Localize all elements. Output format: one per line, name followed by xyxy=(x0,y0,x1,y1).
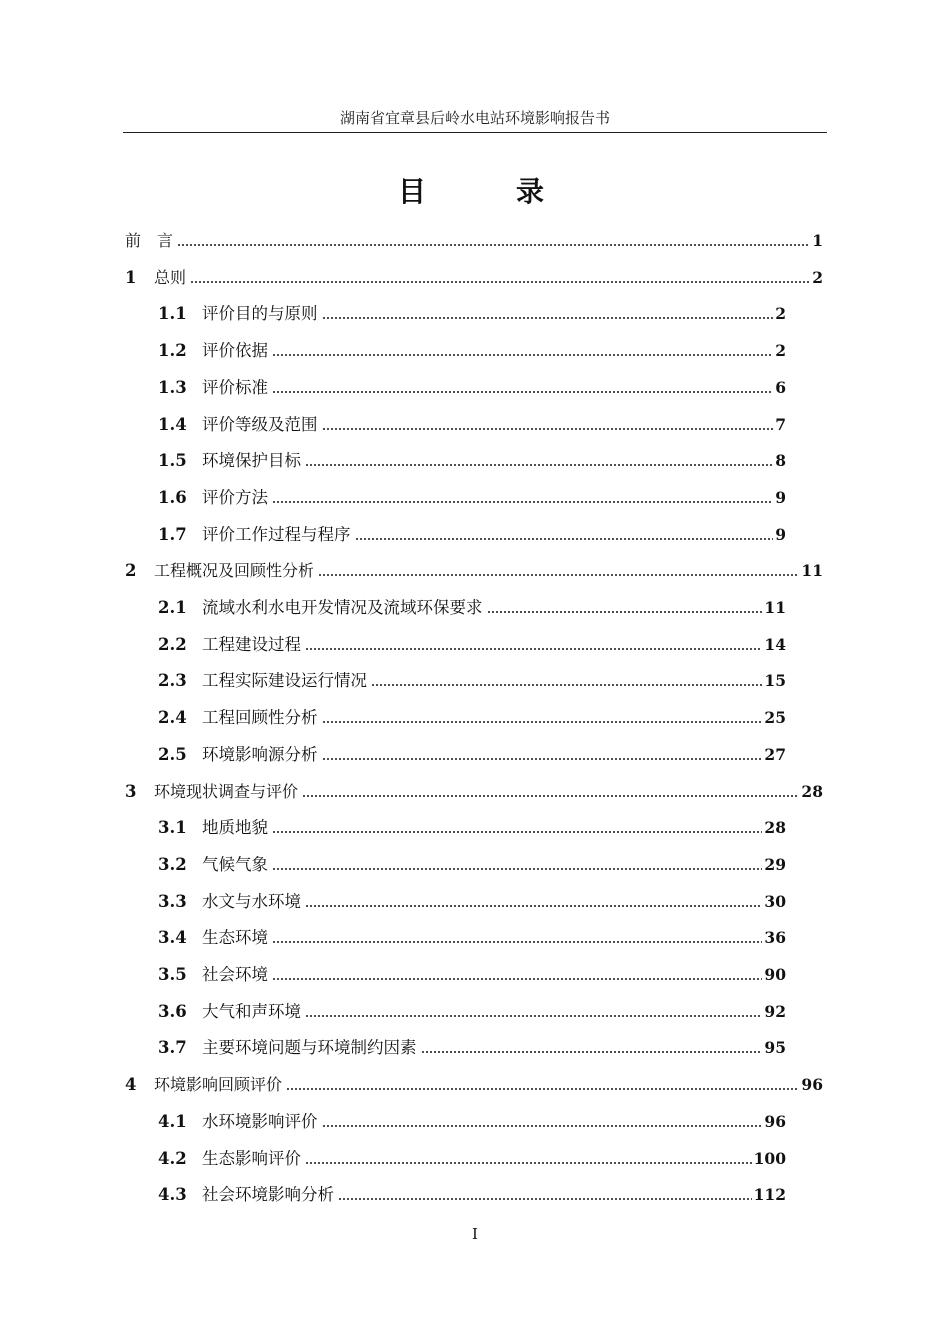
toc-number: 3 xyxy=(125,782,137,801)
toc-page-number: 7 xyxy=(775,415,786,434)
toc-subentry[interactable] xyxy=(158,597,786,619)
toc-number: 4.1 xyxy=(158,1112,187,1131)
toc-page-number: 2 xyxy=(775,341,786,360)
toc-entry[interactable] xyxy=(125,1074,823,1096)
toc-leader-dots xyxy=(322,721,763,723)
toc-number: 4.2 xyxy=(158,1149,187,1168)
toc-label: 工程实际建设运行情况 xyxy=(202,671,367,690)
toc-label: 生态环境 xyxy=(202,928,268,947)
toc-subentry[interactable] xyxy=(158,1148,786,1170)
toc-leader-dots xyxy=(272,501,773,503)
toc-leader-dots xyxy=(338,1198,752,1200)
toc-number: 3.1 xyxy=(158,818,187,837)
toc-subentry[interactable] xyxy=(158,707,786,729)
toc-number: 1.3 xyxy=(158,378,187,397)
toc-subentry[interactable] xyxy=(158,450,786,472)
toc-number: 3.4 xyxy=(158,928,187,947)
toc-leader-dots xyxy=(305,648,762,650)
toc-leader-dots xyxy=(177,244,810,246)
toc-number: 3.6 xyxy=(158,1002,187,1021)
toc-label: 社会环境影响分析 xyxy=(202,1185,334,1204)
toc-leader-dots xyxy=(318,574,799,576)
toc-page-number: 11 xyxy=(801,561,823,580)
toc-subentry[interactable] xyxy=(158,1037,786,1059)
toc-leader-dots xyxy=(272,354,773,356)
toc-subentry[interactable] xyxy=(158,670,786,692)
toc-number: 1.4 xyxy=(158,415,187,434)
toc-page-number: 29 xyxy=(764,855,786,874)
toc-label: 社会环境 xyxy=(202,965,268,984)
toc-leader-dots xyxy=(487,611,763,613)
toc-label: 评价等级及范围 xyxy=(202,415,318,434)
toc-label: 生态影响评价 xyxy=(202,1149,301,1168)
toc-subentry[interactable] xyxy=(158,854,786,876)
toc-page-number: 2 xyxy=(812,268,823,287)
toc-subentry[interactable] xyxy=(158,927,786,949)
toc-label: 评价标准 xyxy=(202,378,268,397)
toc-number: 2.1 xyxy=(158,598,187,617)
toc-number: 3.2 xyxy=(158,855,187,874)
toc-subentry[interactable] xyxy=(158,1184,786,1206)
toc-label: 主要环境问题与环境制约因素 xyxy=(202,1038,417,1057)
toc-page-number: 28 xyxy=(801,782,823,801)
toc-number: 3.5 xyxy=(158,965,187,984)
toc-page-number: 100 xyxy=(753,1149,786,1168)
toc-page-number: 30 xyxy=(764,892,786,911)
toc-leader-dots xyxy=(305,1015,762,1017)
toc-page-number: 28 xyxy=(764,818,786,837)
page-title-char-1: 目 xyxy=(398,175,427,208)
toc-leader-dots xyxy=(272,831,762,833)
toc-label: 工程建设过程 xyxy=(202,635,301,654)
toc-entry[interactable] xyxy=(125,781,823,803)
toc-page-number: 11 xyxy=(764,598,786,617)
toc-label: 评价方法 xyxy=(202,488,268,507)
toc-subentry[interactable] xyxy=(158,524,786,546)
toc-number: 2.5 xyxy=(158,745,187,764)
toc-subentry[interactable] xyxy=(158,1001,786,1023)
toc-number: 1 xyxy=(125,268,137,287)
toc-page-number: 15 xyxy=(764,671,786,690)
toc-label: 流域水利水电开发情况及流域环保要求 xyxy=(202,598,483,617)
toc-subentry[interactable] xyxy=(158,340,786,362)
toc-label: 水文与水环境 xyxy=(202,892,301,911)
toc-leader-dots xyxy=(305,1162,752,1164)
toc-label: 评价依据 xyxy=(202,341,268,360)
toc-leader-dots xyxy=(305,905,762,907)
toc-label: 大气和声环境 xyxy=(202,1002,301,1021)
toc-leader-dots xyxy=(371,684,762,686)
toc-number: 2 xyxy=(125,561,137,580)
toc-subentry[interactable] xyxy=(158,964,786,986)
toc-label: 工程概况及回顾性分析 xyxy=(154,561,315,580)
toc-page-number: 96 xyxy=(764,1112,786,1131)
toc-page-number: 95 xyxy=(764,1038,786,1057)
toc-leader-dots xyxy=(305,464,773,466)
toc-page-number: 90 xyxy=(764,965,786,984)
page-number: I xyxy=(472,1225,478,1243)
toc-subentry[interactable] xyxy=(158,744,786,766)
toc-label: 环境影响回顾评价 xyxy=(154,1075,283,1094)
toc-number: 1.7 xyxy=(158,525,187,544)
toc-page-number: 25 xyxy=(764,708,786,727)
toc-subentry[interactable] xyxy=(158,817,786,839)
toc-number: 2.3 xyxy=(158,671,187,690)
toc-number: 4 xyxy=(125,1075,137,1094)
toc-number: 1.6 xyxy=(158,488,187,507)
toc-leader-dots xyxy=(272,391,773,393)
toc-label: 水环境影响评价 xyxy=(202,1112,318,1131)
toc-subentry[interactable] xyxy=(158,487,786,509)
toc-label: 地质地貌 xyxy=(202,818,268,837)
page-title-char-2: 录 xyxy=(516,175,545,208)
toc-label: 气候气象 xyxy=(202,855,268,874)
toc-number: 1.5 xyxy=(158,451,187,470)
toc-label: 前 言 xyxy=(125,231,174,250)
toc-label: 环境影响源分析 xyxy=(202,745,318,764)
toc-number: 1.1 xyxy=(158,304,187,323)
toc-number: 3.7 xyxy=(158,1038,187,1057)
toc-label: 工程回顾性分析 xyxy=(202,708,318,727)
toc-leader-dots xyxy=(286,1088,799,1090)
toc-subentry[interactable] xyxy=(158,303,786,325)
toc-label: 总则 xyxy=(154,268,187,287)
toc-page-number: 92 xyxy=(764,1002,786,1021)
toc-leader-dots xyxy=(190,281,810,283)
toc-number: 4.3 xyxy=(158,1185,187,1204)
toc-leader-dots xyxy=(355,538,774,540)
toc-leader-dots xyxy=(322,317,774,319)
toc-leader-dots xyxy=(322,428,774,430)
toc-subentry[interactable] xyxy=(158,377,786,399)
toc-label: 评价工作过程与程序 xyxy=(202,525,351,544)
toc-label: 环境现状调查与评价 xyxy=(154,782,299,801)
toc-page-number: 6 xyxy=(775,378,786,397)
toc-page-number: 9 xyxy=(775,525,786,544)
toc-leader-dots xyxy=(272,868,762,870)
toc-entry[interactable] xyxy=(125,560,823,582)
toc-entry[interactable] xyxy=(125,230,823,252)
toc-label: 评价目的与原则 xyxy=(202,304,318,323)
toc-leader-dots xyxy=(272,978,762,980)
toc-page-number: 9 xyxy=(775,488,786,507)
toc-page-number: 27 xyxy=(764,745,786,764)
toc-number: 3.3 xyxy=(158,892,187,911)
toc-subentry[interactable] xyxy=(158,1111,786,1133)
toc-subentry[interactable] xyxy=(158,634,786,656)
toc-page-number: 8 xyxy=(775,451,786,470)
toc-subentry[interactable] xyxy=(158,414,786,436)
toc-leader-dots xyxy=(302,795,799,797)
toc-label: 环境保护目标 xyxy=(202,451,301,470)
toc-page-number: 96 xyxy=(801,1075,823,1094)
toc-leader-dots xyxy=(322,1125,763,1127)
toc-page-number: 1 xyxy=(812,231,823,250)
toc-number: 1.2 xyxy=(158,341,187,360)
toc-page-number: 14 xyxy=(764,635,786,654)
toc-leader-dots xyxy=(421,1051,763,1053)
toc-number: 2.2 xyxy=(158,635,187,654)
toc-page-number: 2 xyxy=(775,304,786,323)
toc-number: 2.4 xyxy=(158,708,187,727)
toc-leader-dots xyxy=(272,941,762,943)
running-header-text: 湖南省宜章县后岭水电站环境影响报告书 xyxy=(339,109,610,127)
toc-leader-dots xyxy=(322,758,763,760)
toc-entry[interactable] xyxy=(125,267,823,289)
toc-subentry[interactable] xyxy=(158,891,786,913)
toc-page-number: 36 xyxy=(764,928,786,947)
toc-page-number: 112 xyxy=(753,1185,786,1204)
